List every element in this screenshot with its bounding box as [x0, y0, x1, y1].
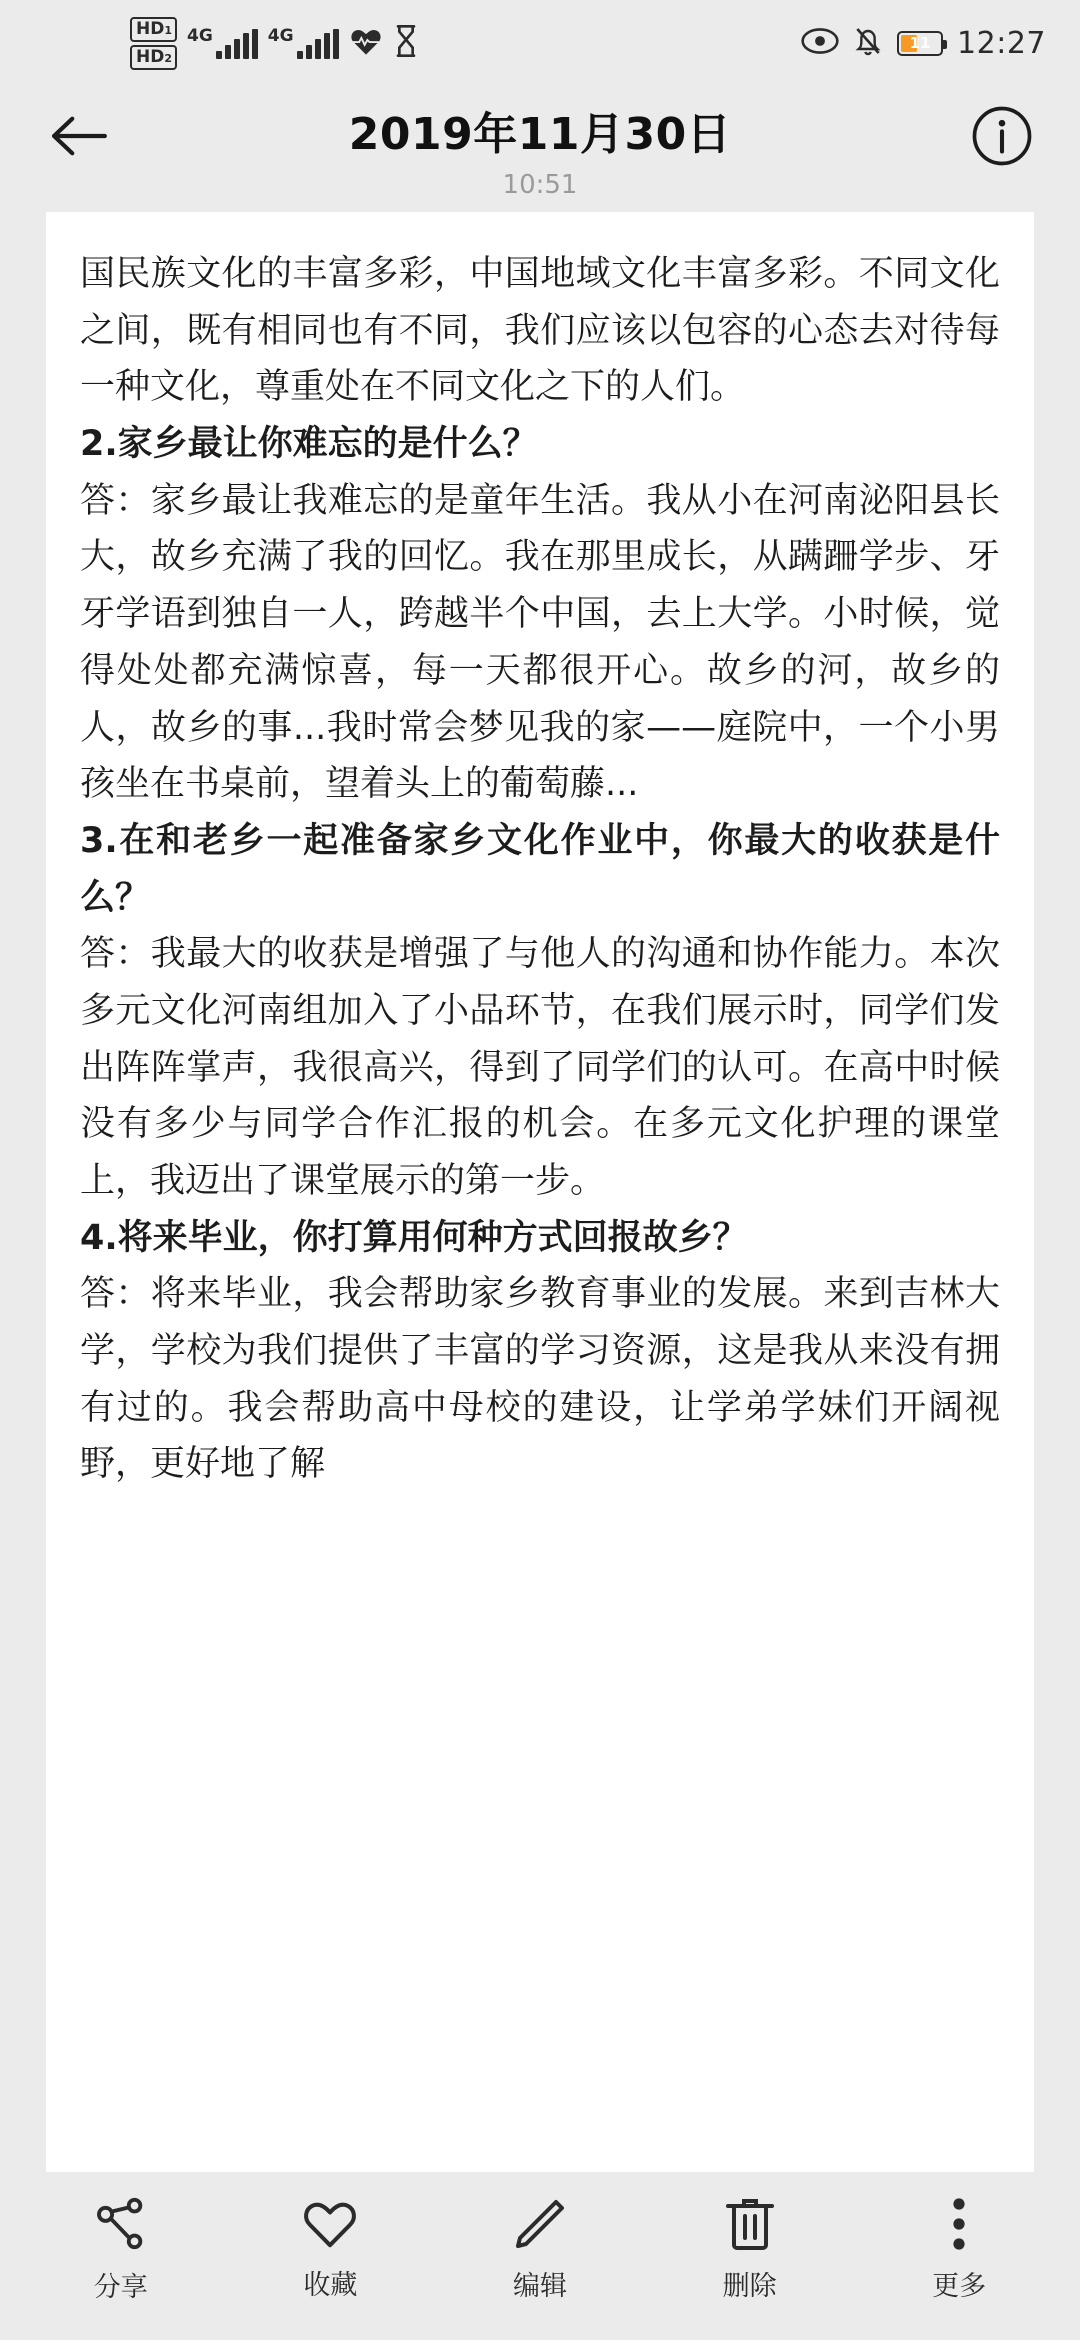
- pencil-icon: [512, 2196, 568, 2252]
- favorite-label: 收藏: [303, 2269, 358, 2301]
- bell-off-icon: [853, 25, 883, 61]
- signal-strength-2: [297, 29, 339, 59]
- signal-bars-icon: [187, 25, 258, 59]
- battery-level: 11: [909, 33, 931, 52]
- hd-badge-icon: [130, 17, 177, 70]
- share-button[interactable]: [36, 2195, 206, 2304]
- info-icon: [971, 105, 1033, 171]
- share-icon: [92, 2195, 150, 2253]
- note-paragraph-body: 国民族文化的丰富多彩，中国地域文化丰富多彩。不同文化之间，既有相同也有不同，我们应该以包容的心态去对待每一种文化，尊重处在不同文化之下的人们。: [80, 254, 1000, 408]
- eye-icon: [801, 28, 839, 58]
- edit-button[interactable]: [455, 2196, 625, 2303]
- bottom-toolbar: [0, 2172, 1080, 2340]
- note-answer-2: 答：家乡最让我难忘的是童年生活。我从小在河南泌阳县长大，故乡充满了我的回忆。我在那里成长，从蹒跚学步、牙牙学语到独自一人，跨越半个中国，去上大学。小时候，觉得处处都充满惊喜，每一天都很开心。故乡的河，故乡的人，故乡的事...我时常会梦见我的家——庭院中，一个小男孩坐在书桌前，望着头上的葡萄藤...: [80, 480, 1000, 805]
- more-dots-icon: [949, 2196, 969, 2252]
- delete-button[interactable]: [665, 2196, 835, 2303]
- heart-icon: [301, 2197, 359, 2251]
- note-answer-4: 答：将来毕业，我会帮助家乡教育事业的发展。来到吉林大学，学校为我们提供了丰富的学习资源，这是我从来没有拥有过的。我会帮助高中母校的建设，让学弟学妹们开阔视野，更好地了解: [80, 1274, 1000, 1485]
- note-paper: [46, 212, 1034, 2172]
- info-button[interactable]: [964, 100, 1040, 176]
- note-content-scroll[interactable]: [0, 212, 1080, 2172]
- note-question-3: 3.在和老乡一起准备家乡文化作业中，你最大的收获是什么？: [80, 820, 1000, 918]
- page-title: 2019年11月30日: [348, 109, 732, 160]
- more-label: 更多: [932, 2270, 987, 2302]
- signal-bars-icon-2: [267, 25, 339, 59]
- network-type-1: 4G: [187, 25, 213, 46]
- note-question-2: 2.家乡最让你难忘的是什么？: [80, 424, 538, 465]
- network-type-2: 4G: [267, 25, 294, 46]
- delete-label: 删除: [722, 2270, 777, 2302]
- signal-strength-1: [216, 29, 258, 59]
- note-answer-3: 答：我最大的收获是增强了与他人的沟通和协作能力。本次多元文化河南组加入了小品环节，在我们展示时，同学们发出阵阵掌声，我很高兴，得到了同学们的认可。在高中时候没有多少与同学合作汇报的机会。在多元文化护理的课堂上，我迈出了课堂展示的第一步。: [80, 934, 1000, 1201]
- back-button[interactable]: [40, 100, 116, 176]
- note-time: 10:51: [502, 170, 578, 200]
- favorite-button[interactable]: [245, 2197, 415, 2302]
- more-button[interactable]: [874, 2196, 1044, 2303]
- app-header: [0, 86, 1080, 212]
- edit-label: 编辑: [512, 2270, 567, 2302]
- status-bar-right: [801, 25, 1046, 61]
- share-label: 分享: [93, 2271, 148, 2303]
- hourglass-icon: [393, 25, 419, 61]
- hd-badge-1: HD1: [130, 17, 177, 42]
- battery-icon: [897, 31, 943, 56]
- status-bar: [0, 0, 1080, 86]
- back-arrow-icon: [49, 113, 107, 163]
- status-clock: 12:27: [957, 25, 1046, 61]
- hd-badge-2: HD2: [130, 45, 177, 70]
- heartbeat-icon: [349, 26, 383, 60]
- trash-icon: [724, 2196, 776, 2252]
- header-title-block: [116, 98, 964, 200]
- note-question-4: 4.将来毕业，你打算用何种方式回报故乡？: [80, 1217, 748, 1258]
- status-bar-left: [130, 17, 419, 70]
